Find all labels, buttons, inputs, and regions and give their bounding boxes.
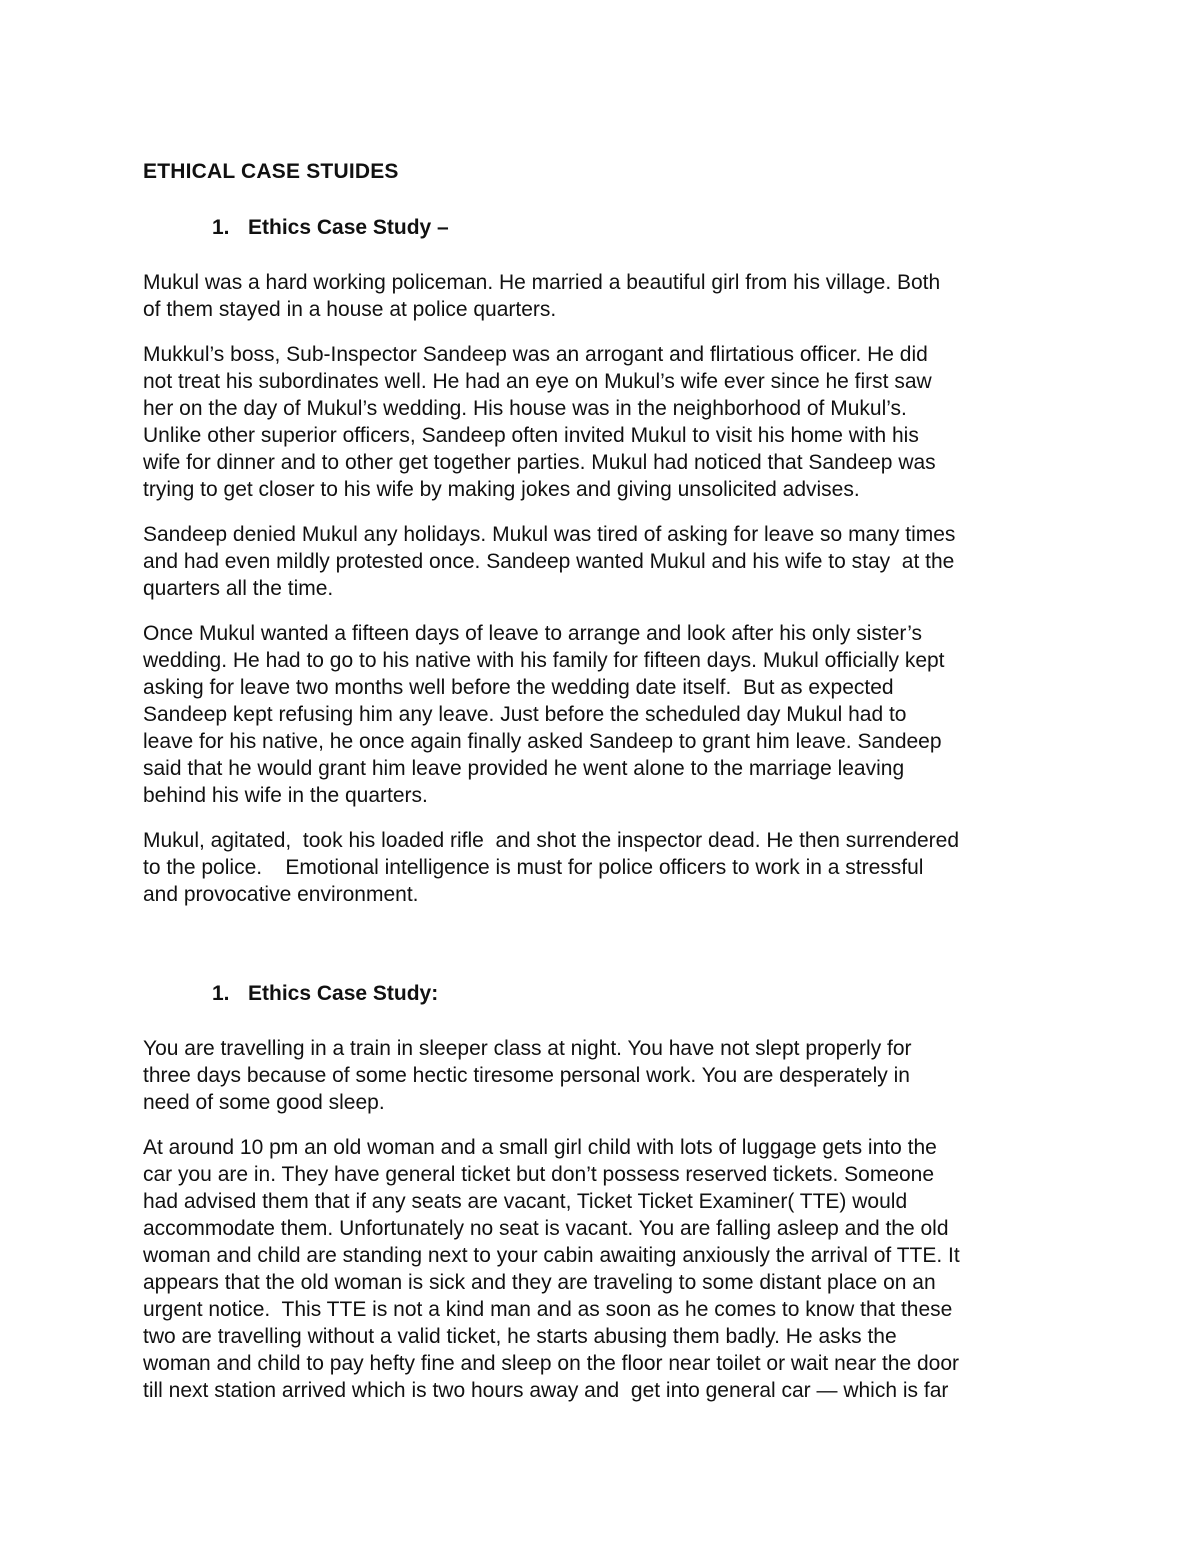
text-line: not treat his subordinates well. He had an eye on Mukul’s wife ever since he first saw [143, 370, 932, 393]
case-study-1-heading [212, 216, 449, 240]
text-line: till next station arrived which is two hours away and get into general car — which is far [143, 1379, 949, 1402]
document-title: ETHICAL CASE STUIDES [143, 160, 399, 183]
text-line: appears that the old woman is sick and they are traveling to some distant place on an [143, 1271, 936, 1294]
text-line: Mukkul’s boss, Sub-Inspector Sandeep was an arrogant and flirtatious officer. He did [143, 343, 928, 366]
text-line: Once Mukul wanted a fifteen days of leave to arrange and look after his only sister’s [143, 622, 922, 645]
text-line: Mukul, agitated, took his loaded rifle and shot the inspector dead. He then surrendered [143, 829, 960, 852]
text-line: accommodate them. Unfortunately no seat is vacant. You are falling asleep and the old [143, 1217, 949, 1240]
text-line: and had even mildly protested once. Sandeep wanted Mukul and his wife to stay at the [143, 550, 955, 573]
case1-paragraph-1 [143, 269, 1068, 323]
list-number: 1. [212, 982, 230, 1005]
text-line: asking for leave two months well before the wedding date itself. But as expected [143, 676, 894, 699]
text-line: leave for his native, he once again finally asked Sandeep to grant him leave. Sandeep [143, 730, 942, 753]
case2-paragraph-1 [143, 1035, 1068, 1116]
case1-paragraph-3 [143, 521, 1068, 602]
text-line: woman and child are standing next to your cabin awaiting anxiously the arrival of TTE. It [143, 1244, 960, 1267]
case-study-2-heading [212, 982, 438, 1006]
text-line: trying to get closer to his wife by making jokes and giving unsolicited advises. [143, 478, 860, 501]
case-study-1-title: Ethics Case Study – [248, 216, 449, 239]
case-study-2-title: Ethics Case Study: [248, 982, 439, 1005]
text-line: Mukul was a hard working policeman. He married a beautiful girl from his village. Both [143, 271, 941, 294]
text-line: woman and child to pay hefty fine and sleep on the floor near toilet or wait near the door [143, 1352, 960, 1375]
case2-paragraph-2 [143, 1134, 1068, 1404]
text-line: Sandeep denied Mukul any holidays. Mukul was tired of asking for leave so many times [143, 523, 956, 546]
text-line: had advised them that if any seats are vacant, Ticket Ticket Examiner( TTE) would [143, 1190, 908, 1213]
text-line: to the police. Emotional intelligence is must for police officers to work in a stressful [143, 856, 924, 879]
text-line: quarters all the time. [143, 577, 334, 600]
text-line: car you are in. They have general ticket but don’t possess reserved tickets. Someone [143, 1163, 935, 1186]
text-line: wedding. He had to go to his native with his family for fifteen days. Mukul officially kept [143, 649, 945, 672]
text-line: her on the day of Mukul’s wedding. His house was in the neighborhood of Mukul’s. [143, 397, 907, 420]
text-line: two are travelling without a valid ticket, he starts abusing them badly. He asks the [143, 1325, 897, 1348]
case1-paragraph-5 [143, 827, 1068, 908]
text-line: three days because of some hectic tiresome personal work. You are desperately in [143, 1064, 910, 1087]
text-line: Unlike other superior officers, Sandeep often invited Mukul to visit his home with his [143, 424, 919, 447]
case1-paragraph-2 [143, 341, 1068, 503]
case1-paragraph-4 [143, 620, 1068, 809]
text-line: Sandeep kept refusing him any leave. Just before the scheduled day Mukul had to [143, 703, 907, 726]
text-line: urgent notice. This TTE is not a kind man and as soon as he comes to know that these [143, 1298, 953, 1321]
text-line: behind his wife in the quarters. [143, 784, 428, 807]
text-line: You are travelling in a train in sleeper class at night. You have not slept properly for [143, 1037, 912, 1060]
text-line: and provocative environment. [143, 883, 419, 906]
text-line: said that he would grant him leave provided he went alone to the marriage leaving [143, 757, 905, 780]
text-line: At around 10 pm an old woman and a small girl child with lots of luggage gets into the [143, 1136, 937, 1159]
list-number: 1. [212, 216, 230, 239]
text-line: need of some good sleep. [143, 1091, 385, 1114]
text-line: wife for dinner and to other get together parties. Mukul had noticed that Sandeep was [143, 451, 936, 474]
text-line: of them stayed in a house at police quarters. [143, 298, 557, 321]
